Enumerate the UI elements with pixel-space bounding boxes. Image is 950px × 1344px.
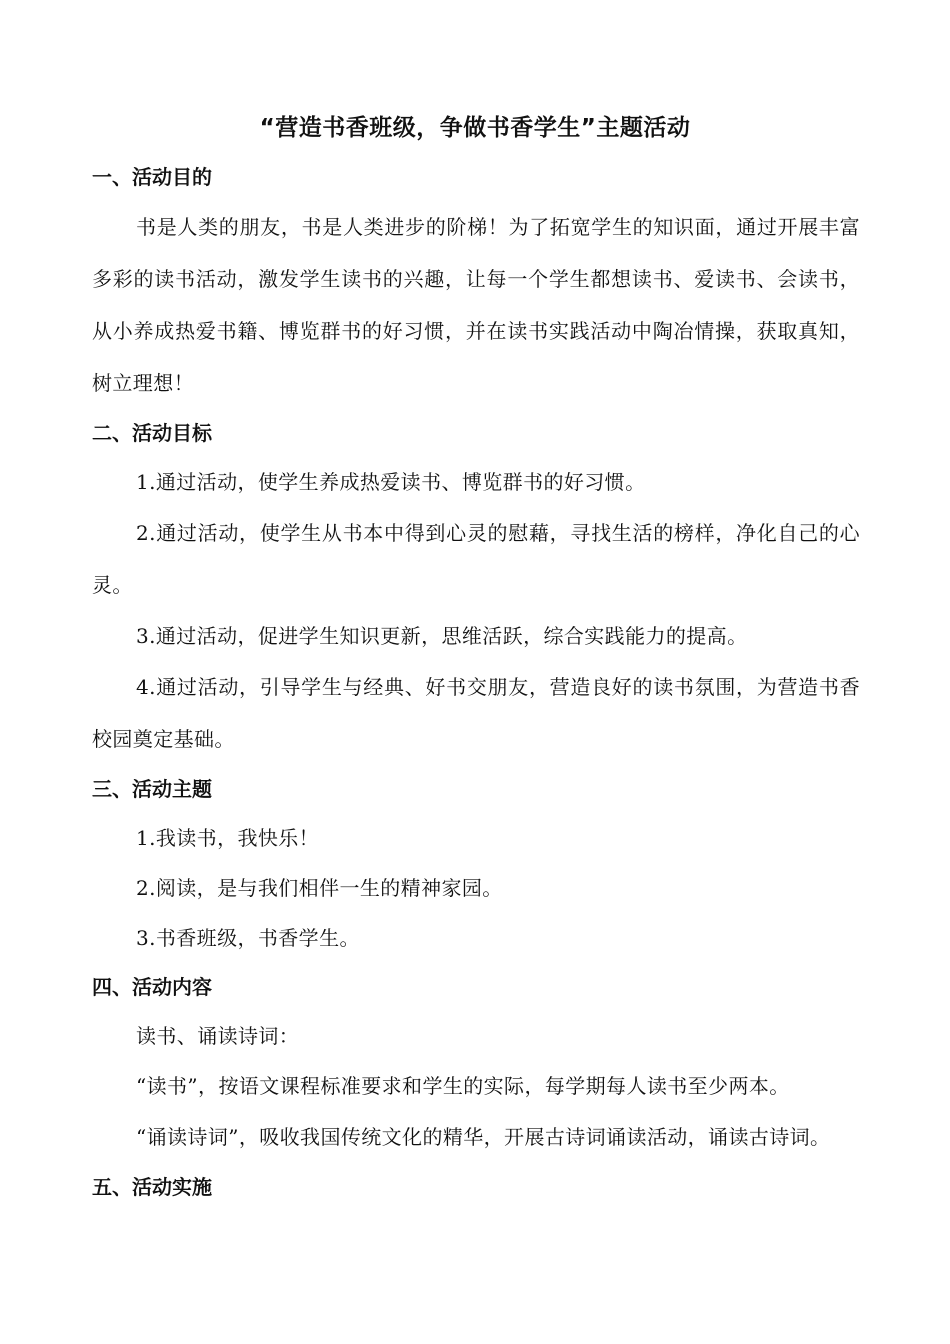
paragraph: 3.通过活动，促进学生知识更新，思维活跃，综合实践能力的提高。 bbox=[136, 624, 748, 648]
paragraph: 2.阅读，是与我们相伴一生的精神家园。 bbox=[136, 876, 503, 900]
section-heading: 二、活动目标 bbox=[92, 421, 212, 445]
paragraph: 1.通过活动，使学生养成热爱读书、博览群书的好习惯。 bbox=[136, 470, 646, 494]
paragraph: 读书、诵读诗词： bbox=[136, 1024, 300, 1048]
paragraph: 书是人类的朋友，书是人类进步的阶梯！为了拓宽学生的知识面，通过开展丰富多彩的读书活动，激发学生读书的兴趣，让每一个学生都想读书、爱读书、会读书，从小养成热爱书籍、博览群书的好习惯，并在读书实践活动中陶冶情操，获取真知，树立理想！ bbox=[92, 215, 860, 395]
section-goals bbox=[92, 409, 860, 765]
section-themes bbox=[92, 765, 860, 963]
paragraph: “诵读诗词”，吸收我国传统文化的精华，开展古诗词诵读活动，诵读古诗词。 bbox=[136, 1125, 831, 1149]
paragraph: 1.我读书，我快乐！ bbox=[136, 826, 320, 850]
paragraph: 3.书香班级，书香学生。 bbox=[136, 926, 360, 950]
section-heading: 一、活动目的 bbox=[92, 165, 212, 189]
paragraph: “读书”，按语文课程标准要求和学生的实际，每学期每人读书至少两本。 bbox=[136, 1074, 790, 1098]
section-heading: 三、活动主题 bbox=[92, 777, 212, 801]
paragraph: 2.通过活动，使学生从书本中得到心灵的慰藉，寻找生活的榜样，净化自己的心灵。 bbox=[92, 521, 860, 597]
document-body bbox=[92, 153, 860, 1211]
section-heading: 五、活动实施 bbox=[92, 1175, 212, 1199]
section-heading: 四、活动内容 bbox=[92, 975, 212, 999]
section-purpose bbox=[92, 153, 860, 409]
document-title: “营造书香班级，争做书香学生”主题活动 bbox=[259, 115, 691, 141]
section-content bbox=[92, 963, 860, 1163]
section-implementation bbox=[92, 1163, 860, 1211]
paragraph: 4.通过活动，引导学生与经典、好书交朋友，营造良好的读书氛围，为营造书香校园奠定基础。 bbox=[92, 675, 860, 751]
